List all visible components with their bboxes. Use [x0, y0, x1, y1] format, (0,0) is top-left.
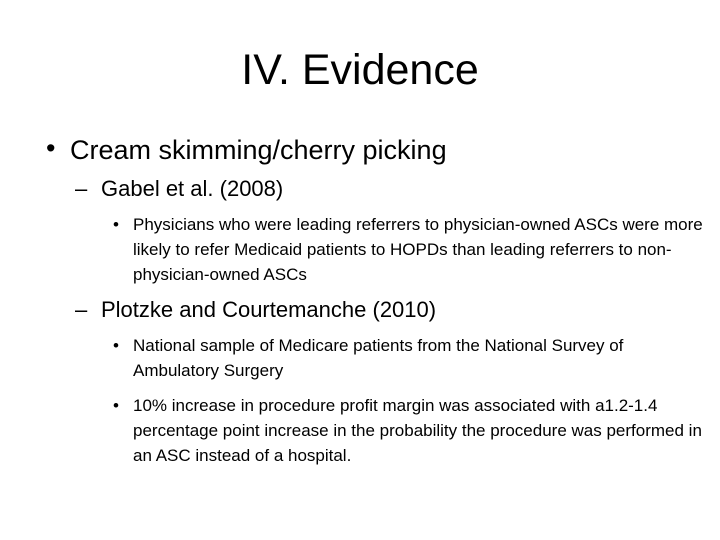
bullet-icon: • [113, 336, 119, 355]
point-national-sample [113, 333, 703, 383]
bullet-icon: • [113, 215, 119, 234]
sub-bullet-gabel [75, 175, 283, 203]
sub-bullet-plotzke [75, 296, 436, 324]
sub-bullet-text: Plotzke and Courtemanche (2010) [101, 297, 437, 322]
dash-icon: – [75, 176, 88, 201]
point-gabel-referrers [113, 212, 703, 287]
sub-bullet-text: Gabel et al. (2008) [101, 176, 284, 201]
slide-title: IV. Evidence [241, 46, 479, 94]
point-text: National sample of Medicare patients from the National Survey of Ambulatory Surgery [133, 336, 624, 380]
point-profit-margin [113, 393, 703, 468]
bullet-icon: • [113, 396, 119, 415]
bullet-text: Cream skimming/cherry picking [70, 135, 447, 165]
dash-icon: – [75, 297, 88, 322]
bullet-icon: • [46, 133, 56, 163]
point-text: 10% increase in procedure profit margin was associated with a1.2-1.4 percentage point increase in the probability the procedure was performed in an ASC instead of a hospital. [133, 396, 702, 465]
bullet-cream-skimming [46, 133, 447, 167]
point-text: Physicians who were leading referrers to physician-owned ASCs were more likely to refer Medicaid patients to HOPDs than leading referrers to non-physician-owned ASCs [133, 215, 703, 284]
